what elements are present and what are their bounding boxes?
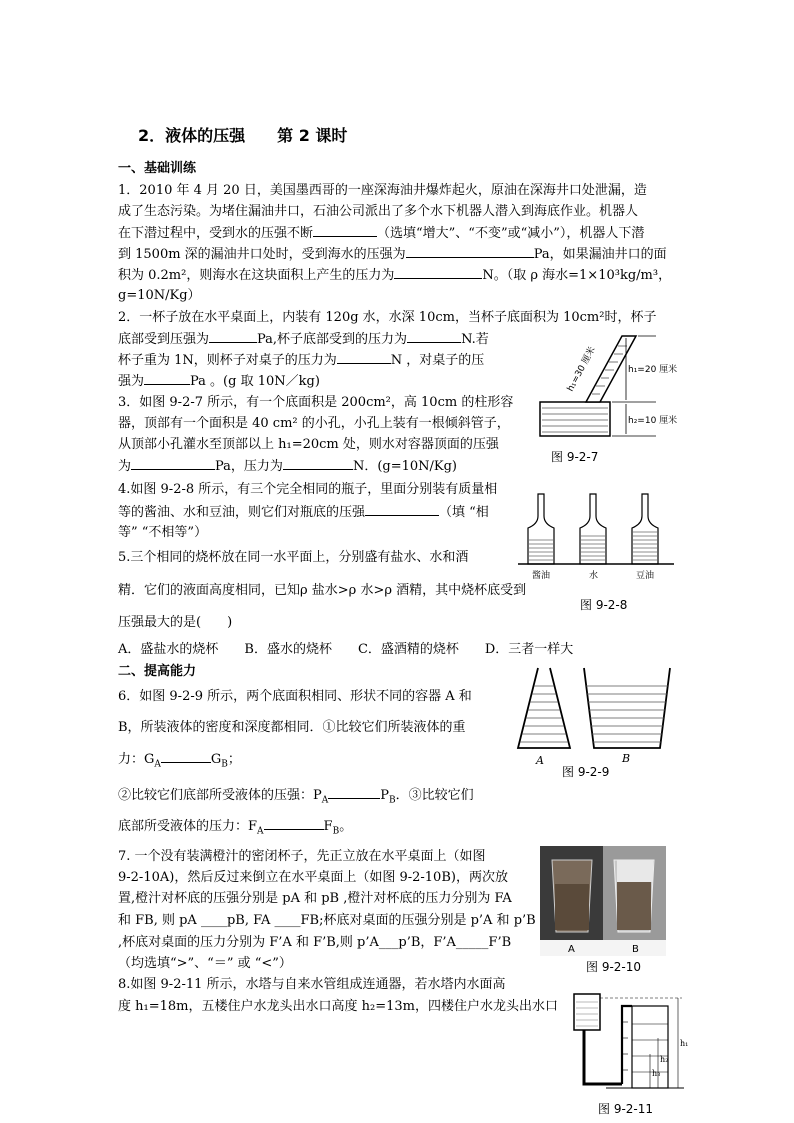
q6-line5 [118,817,352,841]
figure-9-2-9-caption: 图 9-2-9 [562,765,610,779]
q1-line3-text-b: （选填“增大”、“不变”或“减小”），机器人下潜 [377,226,645,241]
fig928-label-1: 酱油 [532,571,551,581]
figure-9-2-11 [566,988,696,1098]
section-heading-advanced: 二、提高能力 [118,664,197,679]
q4-line2-text-a: 等的酱油、水和豆油，则它们对瓶底的压强 [118,505,366,520]
q8-line1: 8.如图 9-2-11 所示，水塔与自来水管组成连通器，若水塔内水面高 [118,977,506,992]
q6-line3-sub-b: B [221,759,228,770]
q2-line4 [118,372,320,391]
q2-line3 [118,351,484,370]
q2-line2-text-b: Pa,杯子底部受到的压力为 [257,332,408,347]
bottle-soy-sauce [528,494,554,564]
bottle-soybean-oil [632,494,658,564]
q4-line3: 等” “不相等”） [118,525,208,540]
q3-blank-1[interactable] [131,457,215,470]
q6-line4-sub-a: A [321,795,329,806]
q6-line3-g: G [210,752,222,767]
q3-line4-text-b: Pa，压力为 [215,459,283,474]
figure-9-2-10-caption: 图 9-2-10 [586,960,642,974]
q2-line3-text-b: N ，对桌子的压 [390,353,485,368]
q6-blank-3[interactable] [264,817,324,830]
q7-line5: ,杯底对桌面的压力分别为 F’A 和 F’B,则 p’A___p’B，F’A_____F’B [118,935,512,950]
q7-line3: 置,橙汁对杯底的压强分别是 pA 和 pB ,橙汁对杯底的压力分别为 FA [118,891,512,906]
q1-line4-text-a: 到 1500m 深的漏油井口处时，受到海水的压强为 [118,247,406,262]
q4-line2-text-b: （填 “相 [439,505,489,520]
q7-line4: 和 FB, 则 pA ____pB, FA ____FB;杯底对桌面的压强分别是 p’A 和 p’B [118,913,536,928]
q2-line4-text-a: 强为 [118,374,145,389]
q6-blank-1[interactable] [161,750,211,763]
q2-blank-1[interactable] [209,330,257,343]
q1-line4-text-b: Pa，如果漏油井口的面 [533,247,667,262]
q3-line1: 3．如图 9-2-7 所示，有一个底面积是 200cm²，高 10cm 的柱形容 [118,395,514,410]
q1-line3-text-a: 在下潜过程中，受到水的压强不断 [118,226,314,241]
q2-blank-3[interactable] [337,351,391,364]
riser-pipe [622,1006,632,1084]
q2-line2 [118,330,489,349]
fig9211-label-h2: h₂ [660,1055,669,1064]
fig928-label-3: 豆油 [636,571,655,581]
q1-line5-text-b: N。（取 ρ 海水=1×10³kg/m³， [482,268,672,283]
figure-9-2-11-caption: 图 9-2-11 [598,1102,654,1116]
water-tower [574,994,600,1030]
q6-line3-text-a: 力：G [118,752,155,767]
q3-blank-2[interactable] [283,457,353,470]
q6-line4-sub-b: B [389,795,396,806]
q8-line2: 度 h₁=18m，五楼住户水龙头出水口高度 h₂=13m，四楼住户水龙头出水口 [118,999,558,1014]
bottle-water [580,494,606,564]
q3-line3: 从顶部小孔灌水至顶部以上 h₁=20cm 处，则水对容器顶面的压强 [118,437,499,452]
q5-line2: 精．它们的液面高度相同，已知ρ 盐水>ρ 水>ρ 酒精，其中烧杯底受到 [118,583,527,598]
q1-blank-1[interactable] [313,224,377,237]
q1-line4 [118,245,667,264]
figure-9-2-10-photos [540,846,666,956]
photo-b-juice [617,882,651,930]
container-b [584,668,670,748]
q5-line3: 压强最大的是( ) [118,615,233,630]
q6-line4-p: P [380,788,389,803]
fig9211-label-h3: h₃ [652,1069,661,1078]
q2-blank-2[interactable] [407,330,461,343]
figure-9-2-7-caption: 图 9-2-7 [551,450,599,464]
q3-line4-text-a: 为 [118,459,132,474]
fig929-label-a: A [536,754,544,767]
q6-line3-sub-a: A [154,759,161,770]
q7-line2: 9-2-10A)，然后反过来倒立在水平桌面上（如图 9-2-10B)，两次放 [118,870,508,885]
q6-line5-text-a: 底部所受液体的压力：F [118,819,258,834]
q6-line5-sub-a: A [257,826,264,837]
q1-line3 [118,224,644,243]
q6-line4 [118,786,474,810]
figure-9-2-9 [512,664,682,768]
q2-line4-text-b: Pa 。(g 取 10N／kg) [190,374,320,389]
q1-blank-2[interactable] [406,245,534,258]
photo-label-strip [540,940,666,956]
q5-options: A．盛盐水的烧杯 B．盛水的烧杯 C．盛酒精的烧杯 D．三者一样大 [118,642,574,657]
q6-line1: 6．如图 9-2-9 所示，两个底面积相同、形状不同的容器 A 和 [118,689,472,704]
fig928-label-2: 水 [589,571,599,581]
section-heading-basic: 一、基础训练 [118,161,197,176]
figure-9-2-10 [540,846,666,956]
fig927-label-h2: h₂=10 厘米 [628,416,678,426]
figure-9-2-8 [518,488,678,584]
q7-line6: （均选填“>”、“＝” 或 “<”） [118,956,292,971]
fig9210-label-a: A [568,944,575,955]
fig9211-label-h1: h₁ [680,1039,689,1048]
q2-line2-text-c: N.若 [461,332,489,347]
q1-line2: 成了生态污染。为堵住漏油井口，石油公司派出了多个水下机器人潜入到海底作业。机器人 [118,204,639,219]
page-title: 2．液体的压强 第 2 课时 [138,126,348,145]
q6-line3 [118,750,241,774]
q6-blank-2[interactable] [328,786,380,799]
photo-a-juice [555,884,589,930]
q3-line2: 器，顶部有一个面积是 40 cm² 的小孔，小孔上装有一根倾斜管子， [118,416,510,431]
q6-line5-sub-b: B [332,826,340,837]
q1-line5 [118,266,671,285]
q1-line6: g=10N/Kg） [118,288,201,303]
q4-line2 [118,503,489,522]
q7-line1: 7. 一个没有装满橙汁的密闭杯子，先正立放在水平桌面上（如图 [118,849,486,864]
q4-line1: 4.如图 9-2-8 所示，有三个完全相同的瓶子，里面分别装有质量相 [118,482,498,497]
q2-line3-text-a: 杯子重为 1N，则杯子对桌子的压力为 [118,353,337,368]
q6-line4-text-b: ．③比较它们 [395,788,474,803]
figure-9-2-8-caption: 图 9-2-8 [580,598,628,612]
fig927-label-h1: h₁=20 厘米 [628,365,678,375]
figure-9-2-7 [536,330,706,445]
q3-line4-text-c: N．(g=10N/Kg) [352,459,458,474]
q1-line1: 1．2010 年 4 月 20 日，美国墨西哥的一座深海油井爆炸起火，原油在深海井口处泄漏，造 [118,183,647,198]
q5-line1: 5.三个相同的烧杯放在同一水平面上，分别盛有盐水、水和酒 [118,550,469,565]
fig927-label-tube: h₁=30 厘米 [565,345,598,394]
fig929-label-b: B [622,752,631,765]
q6-line2: B，所装液体的密度和深度都相同．①比较它们所装液体的重 [118,720,466,735]
q2-line1: 2．一杯子放在水平桌面上，内装有 120g 水，水深 10cm，当杯子底面积为 10cm²时，杯子 [118,310,657,325]
q6-line4-text-a: ②比较它们底部所受液体的压强：P [118,788,322,803]
q1-blank-3[interactable] [394,266,482,279]
q2-line2-text-a: 底部受到压强为 [118,332,210,347]
q2-blank-4[interactable] [144,372,190,385]
q6-line5-f: F [323,819,333,834]
q6-line3-end: ； [227,752,241,767]
q6-line5-end: 。 [339,819,353,834]
fig9210-label-b: B [632,944,639,955]
q3-line4 [118,457,457,476]
supply-pipe [584,1030,622,1084]
q1-line5-text-a: 积为 0.2m²，则海水在这块面积上产生的压力为 [118,268,395,283]
q4-blank-1[interactable] [365,503,439,516]
container-a [518,668,570,748]
photo-b-air [617,860,653,882]
